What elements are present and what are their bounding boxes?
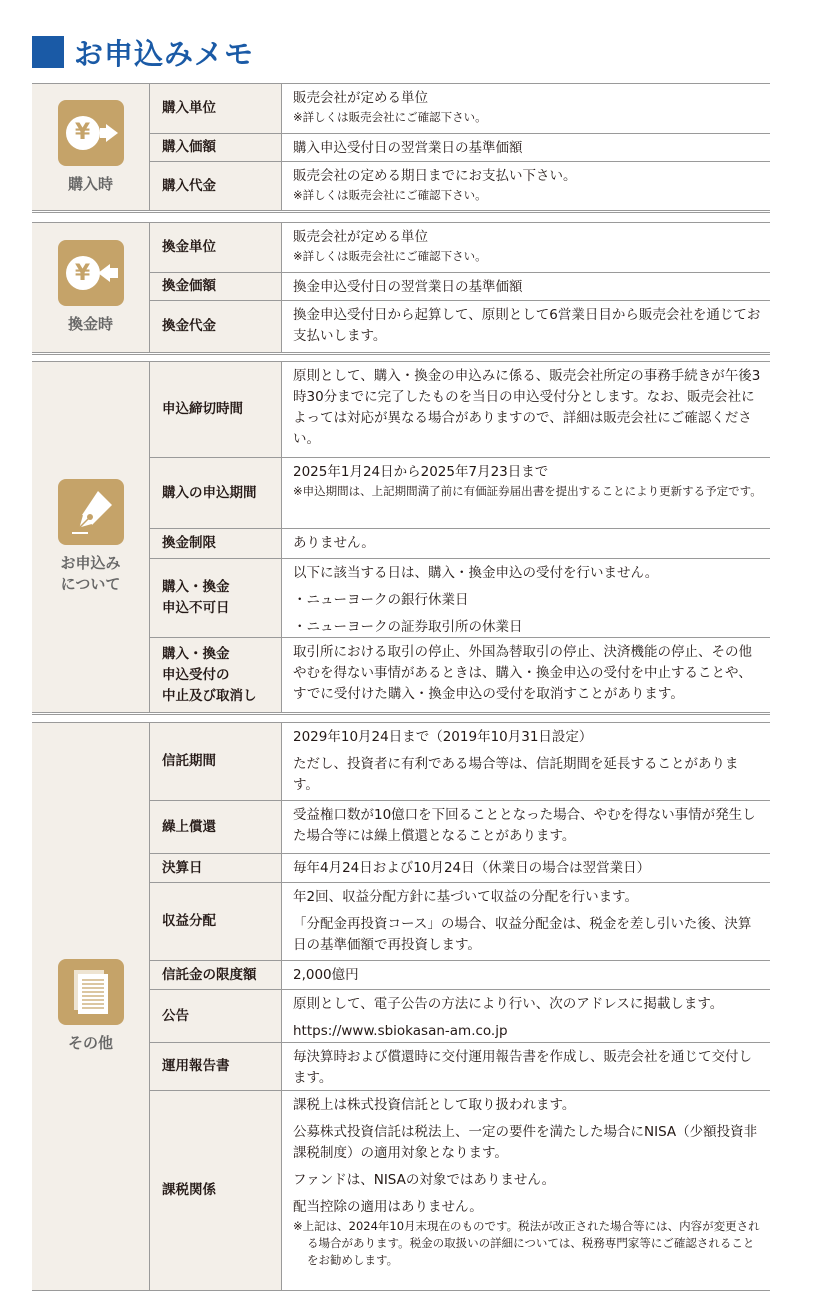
row-label: 決算日 bbox=[150, 854, 282, 882]
value-line: ただし、投資者に有利である場合等は、信託期間を延長することがあります。 bbox=[293, 756, 739, 793]
row-value bbox=[282, 162, 770, 210]
section-1 bbox=[32, 83, 770, 211]
row-value bbox=[282, 1043, 770, 1090]
table-row bbox=[150, 133, 770, 161]
row-label: 購入価額 bbox=[150, 134, 282, 161]
table-row bbox=[150, 558, 770, 637]
row-value bbox=[282, 723, 770, 800]
section-sidebar bbox=[32, 362, 150, 712]
value-line: 2025年1月24日から2025年7月23日まで bbox=[293, 464, 549, 480]
value-note: ※詳しくは販売会社にご確認下さい。 bbox=[293, 188, 487, 202]
section-sidebar bbox=[32, 723, 150, 1290]
value-line: ファンドは、NISAの対象ではありません。 bbox=[293, 1172, 556, 1188]
table-row bbox=[150, 723, 770, 800]
value-line[interactable]: https://www.sbiokasan-am.co.jp bbox=[293, 1023, 508, 1039]
table-row bbox=[150, 161, 770, 210]
section-sidebar bbox=[32, 84, 150, 210]
row-value bbox=[282, 529, 770, 558]
arrow-left-icon bbox=[110, 268, 118, 278]
document-icon bbox=[58, 959, 124, 1025]
row-label: 申込締切時間 bbox=[150, 362, 282, 457]
table-row bbox=[150, 800, 770, 853]
row-value bbox=[282, 961, 770, 989]
section-sidebar bbox=[32, 223, 150, 352]
row-label: 公告 bbox=[150, 990, 282, 1042]
value-line: 原則として、電子公告の方法により行い、次のアドレスに掲載します。 bbox=[293, 996, 724, 1012]
table-row bbox=[150, 960, 770, 989]
table-row bbox=[150, 457, 770, 528]
table-row bbox=[150, 528, 770, 558]
value-line: 公募株式投資信託は税法上、一定の要件を満たした場合にNISA（少額投資非課税制度）の適用対象となります。 bbox=[293, 1124, 758, 1161]
section-3 bbox=[32, 361, 770, 713]
document-svg bbox=[58, 959, 124, 1025]
row-value bbox=[282, 223, 770, 272]
yen-arrow-out-icon bbox=[58, 240, 124, 306]
row-label: 信託期間 bbox=[150, 723, 282, 800]
value-line: 取引所における取引の停止、外国為替取引の停止、決済機能の停止、その他やむを得ない事情があるときは、購入・換金申込の受付を中止することや、すでに受付けた購入・換金申込の受付を取消すことがあります。 bbox=[293, 644, 752, 702]
section-label: お申込み について bbox=[60, 554, 121, 593]
table-row bbox=[150, 300, 770, 352]
value-line: 販売会社の定める期日までにお支払い下さい。 bbox=[293, 168, 577, 184]
row-value bbox=[282, 362, 770, 457]
value-line: 課税上は株式投資信託として取り扱われます。 bbox=[293, 1097, 576, 1113]
title-square-icon bbox=[32, 36, 64, 68]
section-label: その他 bbox=[67, 1034, 113, 1052]
value-note: ※詳しくは販売会社にご確認下さい。 bbox=[293, 249, 487, 263]
yen-coin-icon: ¥ bbox=[66, 256, 100, 290]
pen-nib-svg bbox=[58, 479, 124, 545]
arrow-left-head-icon bbox=[98, 264, 110, 282]
table-row bbox=[150, 272, 770, 300]
row-value bbox=[282, 990, 770, 1042]
row-label: 購入代金 bbox=[150, 162, 282, 210]
value-note: ※上記は、2024年10月末現在のものです。税法が改正された場合等には、内容が変更される場合があります。税金の取扱いの詳細については、税務専門家等にご確認されることをお勧めします。 bbox=[293, 1219, 760, 1267]
value-line: 換金申込受付日から起算して、原則として6営業日目から販売会社を通じてお支払いします。 bbox=[293, 307, 761, 344]
page-title: お申込みメモ bbox=[74, 36, 255, 71]
value-line: ・ニューヨークの証券取引所の休業日 bbox=[293, 619, 523, 635]
row-value bbox=[282, 801, 770, 853]
row-value bbox=[282, 1091, 770, 1290]
yen-coin-icon: ¥ bbox=[66, 116, 100, 150]
value-line: 販売会社が定める単位 bbox=[293, 229, 428, 245]
value-line: 配当控除の適用はありません。 bbox=[293, 1199, 483, 1215]
row-value bbox=[282, 84, 770, 133]
table-row bbox=[150, 853, 770, 882]
value-line: 販売会社が定める単位 bbox=[293, 90, 428, 106]
row-value bbox=[282, 638, 770, 712]
row-label: 購入・換金 申込受付の 中止及び取消し bbox=[150, 638, 282, 712]
table-row bbox=[150, 223, 770, 272]
value-line: 原則として、購入・換金の申込みに係る、販売会社所定の事務手続きが午後3時30分までに完了したものを当日の申込受付分とします。なお、販売会社によっては対応が異なる場合がありますので、詳細は販売会社にご確認ください。 bbox=[293, 368, 761, 447]
row-label: 繰上償還 bbox=[150, 801, 282, 853]
row-label: 収益分配 bbox=[150, 883, 282, 960]
table-row bbox=[150, 1042, 770, 1090]
row-label: 信託金の限度額 bbox=[150, 961, 282, 989]
section-divider bbox=[32, 714, 770, 719]
table-row bbox=[150, 637, 770, 712]
page-title-block bbox=[32, 34, 254, 70]
row-label: 換金制限 bbox=[150, 529, 282, 558]
value-line: 年2回、収益分配方針に基づいて収益の分配を行います。 bbox=[293, 889, 639, 905]
row-label: 購入単位 bbox=[150, 84, 282, 133]
section-label: 換金時 bbox=[67, 315, 113, 333]
arrow-right-head-icon bbox=[106, 124, 118, 142]
row-value bbox=[282, 458, 770, 528]
table-row bbox=[150, 882, 770, 960]
row-value bbox=[282, 854, 770, 882]
value-line: 以下に該当する日は、購入・換金申込の受付を行いません。 bbox=[293, 565, 659, 581]
row-label: 換金価額 bbox=[150, 273, 282, 300]
row-label: 運用報告書 bbox=[150, 1043, 282, 1090]
yen-arrow-in-icon bbox=[58, 100, 124, 166]
table-row bbox=[150, 84, 770, 133]
value-line: 2,000億円 bbox=[293, 967, 359, 983]
value-line: 2029年10月24日まで（2019年10月31日設定） bbox=[293, 729, 593, 745]
row-label: 購入の申込期間 bbox=[150, 458, 282, 528]
value-line: ありません。 bbox=[293, 535, 375, 551]
table-row bbox=[150, 362, 770, 457]
table-row bbox=[150, 989, 770, 1042]
section-label: 購入時 bbox=[67, 174, 113, 193]
value-line: 毎決算時および償還時に交付運用報告書を作成し、販売会社を通じて交付します。 bbox=[293, 1049, 752, 1086]
row-value bbox=[282, 301, 770, 352]
value-line: 毎年4月24日および10月24日（休業日の場合は翌営業日） bbox=[293, 860, 651, 876]
value-line: 換金申込受付日の翌営業日の基準価額 bbox=[293, 279, 523, 295]
row-label: 課税関係 bbox=[150, 1091, 282, 1290]
value-note: ※申込期間は、上記期間満了前に有価証券届出書を提出することにより更新する予定です。 bbox=[293, 484, 762, 498]
row-value bbox=[282, 883, 770, 960]
row-label: 購入・換金 申込不可日 bbox=[150, 559, 282, 637]
value-line: 受益権口数が10億口を下回ることとなった場合、やむを得ない事情が発生した場合等には繰上償還となることがあります。 bbox=[293, 807, 756, 844]
value-line: 「分配金再投資コース」の場合、収益分配金は、税金を差し引いた後、決算日の基準価額で再投資します。 bbox=[293, 916, 752, 953]
section-4 bbox=[32, 722, 770, 1291]
row-value bbox=[282, 134, 770, 161]
row-label: 換金代金 bbox=[150, 301, 282, 352]
row-value bbox=[282, 273, 770, 300]
pen-nib-icon bbox=[58, 479, 124, 545]
table-row bbox=[150, 1090, 770, 1290]
value-note: ※詳しくは販売会社にご確認下さい。 bbox=[293, 110, 487, 124]
section-divider bbox=[32, 212, 770, 217]
value-line: 購入申込受付日の翌営業日の基準価額 bbox=[293, 140, 523, 156]
section-2 bbox=[32, 222, 770, 353]
section-divider bbox=[32, 354, 770, 359]
row-label: 換金単位 bbox=[150, 223, 282, 272]
value-line: ・ニューヨークの銀行休業日 bbox=[293, 592, 469, 608]
row-value bbox=[282, 559, 770, 637]
